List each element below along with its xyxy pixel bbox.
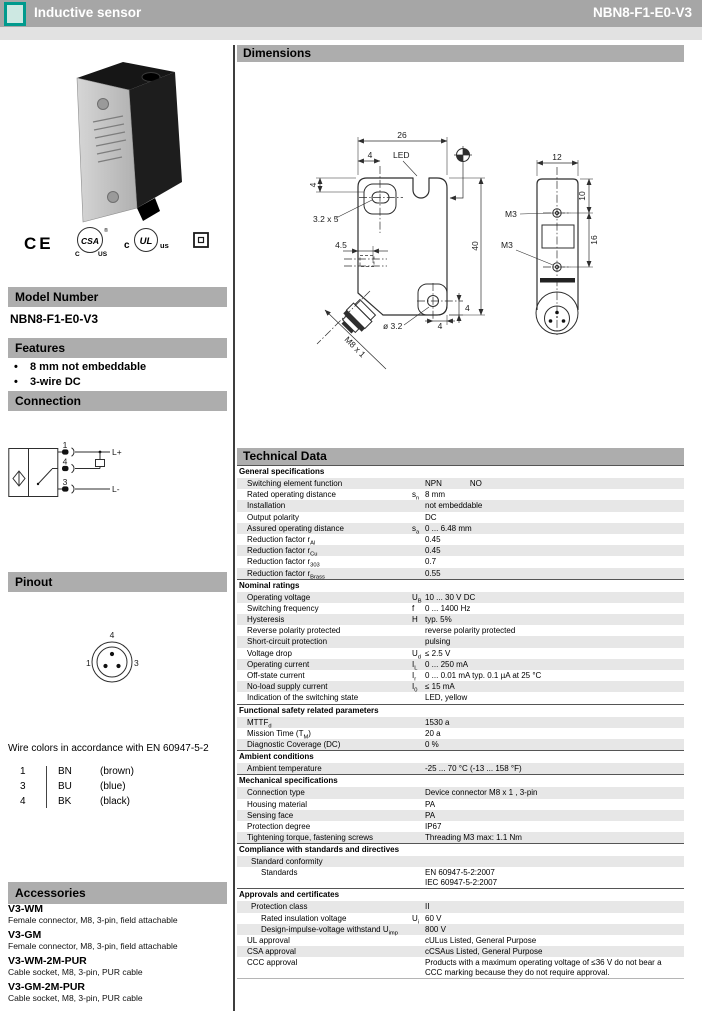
spec-group-header: Functional safety related parameters: [237, 704, 684, 717]
spec-cell: 60 V: [425, 913, 442, 923]
svg-text:US: US: [98, 251, 108, 258]
header-divider-band: [0, 27, 702, 40]
spec-cell: Diagnostic Coverage (DC): [247, 739, 341, 749]
spec-cell: [412, 821, 425, 832]
l-minus-label: L-: [112, 484, 120, 494]
accessories-list: [8, 904, 227, 1003]
spec-cell: 0 %: [425, 739, 439, 749]
spec-row: [237, 935, 684, 946]
thread-label: M8 x 1: [342, 334, 368, 360]
front-view: [308, 130, 485, 369]
accessory-name: V3-GM: [8, 929, 42, 941]
spec-cell: 10 ... 30 V DC: [425, 592, 476, 602]
spec-cell: f: [412, 603, 415, 613]
slot-label: 3.2 x 5: [313, 214, 339, 224]
switch-symbol: [37, 469, 58, 486]
spec-group-header: Nominal ratings: [237, 579, 684, 592]
svg-text:®: ®: [104, 228, 109, 234]
spec-cell: $U_d$: [412, 648, 421, 661]
accessory-name: V3-GM-2M-PUR: [8, 981, 86, 993]
csa-mark: [75, 227, 108, 258]
spec-cell: PA: [425, 810, 436, 820]
spec-cell: DC: [425, 512, 437, 522]
spec-cell: [412, 901, 425, 912]
spec-cell: 8 mm: [425, 490, 445, 500]
spec-cell: typ. 5%: [425, 615, 452, 625]
wire-color-row: 3 BU (blue): [20, 781, 126, 792]
dim-side-width: 12: [552, 152, 562, 162]
spec-cell: PA: [425, 799, 436, 809]
spec-cell: ≤ 2.5 V: [425, 648, 451, 658]
spec-row: [237, 636, 684, 647]
spec-cell: Voltage drop: [247, 648, 292, 658]
accessory-item: [8, 904, 227, 925]
dim-left-offset: 4.5: [335, 240, 347, 250]
section-features: Features: [8, 338, 227, 358]
accessory-name: V3-WM: [8, 903, 43, 915]
spec-cell: 0 ... 1400 Hz: [425, 603, 471, 613]
datum-target-icon: [450, 146, 472, 198]
spec-cell: $s_a$: [412, 523, 420, 536]
spec-row: [237, 821, 684, 832]
spec-cell: 0 ... 6.48 mm: [425, 523, 472, 533]
spec-cell: Reduction factor $r_{Brass}$: [247, 568, 325, 581]
spec-cell: $MTTF_d$: [247, 717, 272, 730]
spec-cell: [412, 534, 425, 545]
spec-cell: UL approval: [247, 936, 290, 945]
spec-cell: [412, 568, 425, 579]
spec-row: [237, 592, 684, 603]
certification-marks: [8, 224, 228, 260]
pin1-dot: [103, 664, 107, 668]
wire-colors-note: Wire colors in accordance with EN 60947-5-2: [8, 743, 209, 754]
hole-diameter-label: ø 3.2: [383, 321, 403, 331]
dim-top-offset: 4: [308, 182, 318, 188]
dim-side-top: 10: [577, 191, 587, 201]
spec-cell: LED, yellow: [425, 693, 468, 703]
spec-cell: Tightening torque, fastening screws: [247, 833, 373, 843]
spec-cell: Switching element function: [247, 479, 343, 488]
spec-cell: [412, 763, 425, 774]
wire-color-table: [8, 764, 223, 809]
feature-item: • 3-wire DC: [14, 376, 81, 388]
spec-group-header: Compliance with standards and directives: [237, 843, 684, 856]
spec-group-header: Approvals and certificates: [237, 888, 684, 901]
spec-cell: [412, 512, 425, 523]
spec-row: [237, 568, 684, 579]
spec-cell: -25 ... 70 °C (-13 ... 158 °F): [425, 764, 522, 774]
spec-cell: Protection degree: [247, 821, 311, 831]
spec-cell: Output polarity: [247, 512, 300, 522]
spec-row: [237, 625, 684, 636]
spec-row: [237, 681, 684, 692]
dim-hole-dx: 4: [437, 321, 443, 331]
spec-cell: Reverse polarity protected: [247, 626, 341, 636]
sensor-back-body: [129, 72, 182, 208]
spec-cell: 0.55: [425, 568, 441, 578]
section-dimensions: Dimensions: [237, 45, 684, 62]
spec-cell: $s_n$: [412, 490, 420, 502]
spec-cell: Reduction factor $r_{Al}$: [247, 534, 316, 547]
spec-cell: Design-impulse-voltage withstand $U_{imp}$: [261, 924, 398, 937]
pin4-dot: [110, 652, 114, 656]
svg-text:UL: UL: [139, 236, 153, 247]
spec-cell: [412, 728, 425, 739]
spec-cell: [412, 739, 425, 750]
spec-cell: $U_B$: [412, 592, 422, 605]
pin1-label: 1: [62, 440, 68, 450]
spec-cell: [412, 787, 425, 798]
spec-cell: Assured operating distance: [247, 523, 344, 533]
spec-cell: $I_0$: [412, 682, 418, 694]
accessory-item: [8, 930, 227, 951]
spec-cell: NPN NO: [425, 479, 482, 488]
spec-row: [237, 913, 684, 924]
load-symbol: [96, 460, 105, 467]
spec-row: [237, 670, 684, 681]
spec-cell: H: [412, 615, 418, 625]
spec-cell: 0.45: [425, 546, 441, 556]
spec-cell: Standard conformity: [251, 857, 323, 867]
spec-cell: CSA approval: [247, 947, 296, 957]
sensor-box: [9, 449, 58, 497]
spec-cell: [412, 868, 425, 888]
spec-cell: Operating voltage: [247, 592, 311, 602]
section-accessories: Accessories: [8, 882, 227, 904]
dimension-drawing: [237, 63, 687, 448]
spec-cell: [412, 636, 425, 647]
spec-cell: [412, 717, 425, 728]
spec-row: [237, 957, 684, 978]
m3-top-label: M3: [505, 209, 517, 219]
spec-cell: 800 V: [425, 924, 446, 934]
spec-cell: II: [425, 902, 430, 912]
spec-cell: [412, 924, 425, 935]
spec-row: [237, 799, 684, 810]
svg-text:CSA: CSA: [81, 236, 99, 246]
page-header: [0, 0, 702, 27]
spec-cell: [412, 856, 425, 867]
technical-data-table: [237, 465, 684, 979]
spec-cell: Indication of the switching state: [247, 693, 359, 703]
spec-row: [237, 603, 684, 614]
spec-cell: Reduction factor $r_{Cu}$: [247, 546, 318, 558]
spec-cell: [412, 799, 425, 810]
spec-cell: [425, 856, 684, 867]
spec-row: [237, 489, 684, 500]
spec-cell: [412, 556, 425, 567]
spec-cell: Threading M3 max: 1.1 Nm: [425, 833, 522, 843]
accessory-desc: Cable socket, M8, 3-pin, PUR cable: [8, 993, 143, 1003]
spec-cell: Operating current: [247, 659, 310, 669]
header-model-number: NBN8-F1-E0-V3: [592, 5, 692, 20]
mounting-hole-top: [98, 99, 109, 110]
spec-cell: $U_i$: [412, 913, 420, 926]
spec-cell: Installation: [247, 501, 286, 511]
spec-cell: Housing material: [247, 799, 308, 809]
spec-cell: [412, 935, 425, 946]
spec-cell: Ambient temperature: [247, 764, 322, 774]
accessory-name: V3-WM-2M-PUR: [8, 955, 87, 967]
l-plus-label: L+: [112, 447, 122, 457]
spec-row: [237, 614, 684, 625]
spec-row: [237, 692, 684, 703]
spec-row: [237, 946, 684, 957]
spec-cell: [412, 625, 425, 636]
spec-row: [237, 832, 684, 843]
spec-cell: IP67: [425, 821, 442, 831]
spec-cell: Switching frequency: [247, 603, 319, 613]
spec-row: [237, 728, 684, 739]
pin4-label: 4: [62, 456, 68, 467]
accessory-desc: Cable socket, M8, 3-pin, PUR cable: [8, 967, 143, 977]
spec-cell: [412, 832, 425, 843]
spec-cell: Rated operating distance: [247, 490, 336, 500]
ul-mark: [124, 229, 169, 252]
inductive-sensor-symbol: [13, 471, 25, 486]
spec-cell: [412, 958, 425, 978]
page-title: Inductive sensor: [34, 5, 142, 20]
spec-cell: [412, 692, 425, 703]
spec-group-header: Ambient conditions: [237, 750, 684, 763]
svg-text:C: C: [75, 251, 80, 258]
spec-row: [237, 867, 684, 888]
spec-cell: 0.45: [425, 534, 441, 544]
spec-group-header: General specifications: [237, 465, 684, 478]
spec-cell: 1530 a: [425, 717, 450, 727]
spec-cell: not embeddable: [425, 501, 483, 511]
spec-cell: Standards: [261, 868, 298, 878]
dim-height: 40: [470, 241, 480, 251]
section-pinout: Pinout: [8, 572, 227, 592]
spec-row: [237, 763, 684, 774]
spec-row: [237, 924, 684, 935]
spec-row: [237, 556, 684, 567]
section-technical-data: Technical Data: [237, 448, 684, 465]
spec-cell: pulsing: [425, 637, 451, 647]
spec-row: [237, 901, 684, 912]
spec-cell: [412, 545, 425, 556]
features-list: [12, 360, 227, 390]
side-view: [501, 152, 599, 335]
insulation-class-ii-icon: [194, 233, 208, 247]
accessory-item: [8, 982, 227, 1003]
spec-row: [237, 856, 684, 867]
spec-cell: Reduction factor $r_{303}$: [247, 557, 320, 569]
dim-side-mid: 16: [589, 235, 599, 245]
spec-cell: EN 60947-5-2:2007 IEC 60947-5-2:2007: [425, 868, 498, 888]
spec-cell: Off-state current: [247, 671, 305, 680]
accessory-desc: Female connector, M8, 3-pin, field attachable: [8, 941, 178, 951]
accessory-desc: Female connector, M8, 3-pin, field attachable: [8, 915, 178, 925]
spec-cell: Connection type: [247, 788, 305, 798]
pinout-diagram: [83, 630, 143, 688]
dim-width: 26: [397, 130, 407, 140]
spec-cell: Short-circuit protection: [247, 637, 328, 647]
led-label: LED: [393, 150, 410, 160]
wire-table-divider: [46, 766, 47, 808]
spec-cell: Device connector M8 x 1 , 3-pin: [425, 788, 538, 798]
spec-cell: 0.7: [425, 557, 437, 567]
spec-cell: Products with a maximum operating voltage of ≤36 V do not bear a CCC marking because they do not require approval.: [425, 958, 662, 978]
spec-cell: Hysteresis: [247, 615, 285, 625]
column-divider: [233, 45, 235, 1011]
ce-mark: CE: [24, 234, 54, 253]
m3-bottom-label: M3: [501, 240, 513, 250]
spec-cell: 0 ... 0.01 mA typ. 0.1 µA at 25 °C: [425, 671, 542, 680]
section-connection: Connection: [8, 391, 227, 411]
spec-cell: $I_L$: [412, 659, 418, 672]
spec-cell: 20 a: [425, 728, 441, 738]
spec-cell: cCSAus Listed, General Purpose: [425, 947, 543, 957]
section-model-number: Model Number: [8, 287, 227, 307]
spec-cell: $I_r$: [412, 671, 417, 683]
spec-cell: CCC approval: [247, 958, 298, 968]
spec-cell: Rated insulation voltage: [261, 913, 347, 923]
accessory-item: [8, 956, 227, 977]
table-end-divider: [237, 978, 684, 979]
pin3-label: 3: [62, 477, 68, 487]
brand-square-icon: [4, 2, 26, 26]
model-number-value: NBN8-F1-E0-V3: [10, 312, 99, 326]
pin3-dot: [116, 664, 120, 668]
spec-row: [237, 523, 684, 534]
spec-row: [237, 512, 684, 523]
spec-row: [237, 717, 684, 728]
spec-cell: Mission Time $(T_M)$: [247, 728, 311, 741]
spec-cell: No-load supply current: [247, 682, 328, 692]
spec-cell: 0 ... 250 mA: [425, 659, 469, 669]
dim-led-offset: 4: [367, 150, 373, 160]
pinout-top-label: 4: [109, 630, 115, 640]
pinout-left-label: 1: [86, 658, 91, 668]
wire-color-row: 1 BN (brown): [20, 766, 134, 777]
mounting-hole-bottom: [108, 192, 119, 203]
spec-row: [237, 739, 684, 750]
spec-row: [237, 500, 684, 511]
spec-row: [237, 478, 684, 489]
spec-cell: [412, 946, 425, 957]
spec-row: [237, 787, 684, 798]
svg-text:c: c: [124, 240, 130, 251]
spec-row: [237, 659, 684, 670]
spec-row: [237, 810, 684, 821]
spec-cell: reverse polarity protected: [425, 626, 516, 636]
spec-cell: Protection class: [251, 902, 308, 912]
wire-color-row: 4 BK (black): [20, 796, 131, 807]
feature-item: • 8 mm not embeddable: [14, 361, 147, 373]
spec-cell: cULus Listed, General Purpose: [425, 936, 537, 945]
spec-cell: Sensing face: [247, 810, 294, 820]
dim-hole-dy: 4: [465, 303, 470, 313]
spec-cell: ≤ 15 mA: [425, 682, 455, 692]
spec-group-header: Mechanical specifications: [237, 774, 684, 787]
connection-diagram: [8, 440, 158, 505]
pinout-right-label: 3: [134, 658, 139, 668]
spec-row: [237, 648, 684, 659]
spec-cell: [412, 810, 425, 821]
product-photo: [25, 50, 205, 230]
spec-row: [237, 545, 684, 556]
spec-cell: [412, 478, 425, 489]
svg-text:us: us: [160, 241, 169, 250]
spec-cell: [412, 500, 425, 511]
spec-row: [237, 534, 684, 545]
